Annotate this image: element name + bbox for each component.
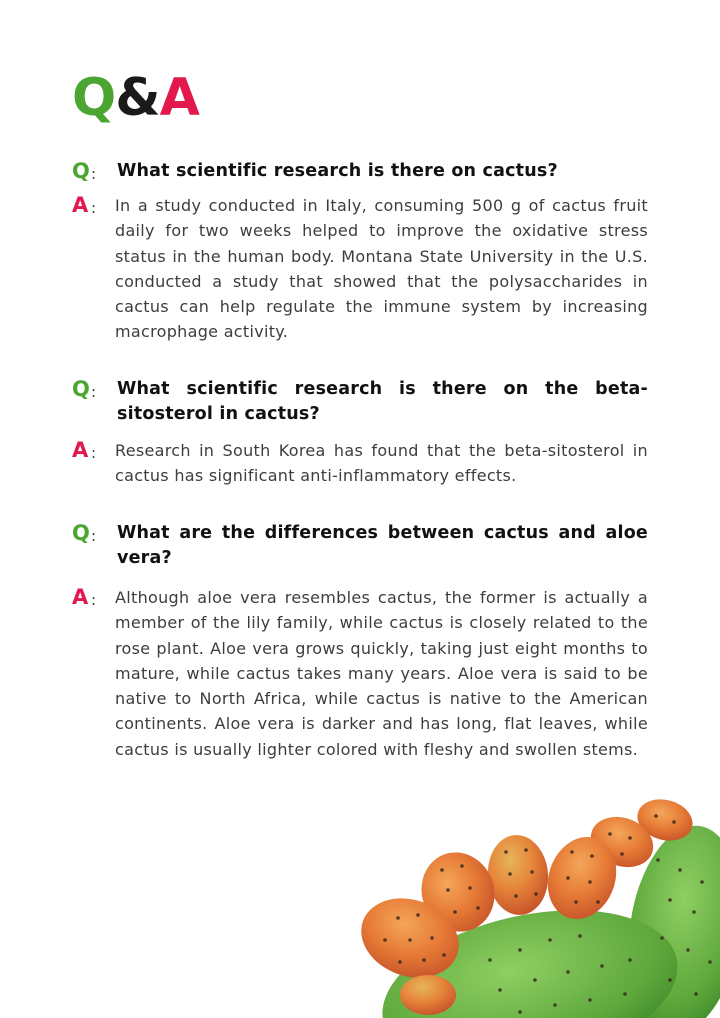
answer-marker: A (72, 438, 89, 462)
question-marker: Q (72, 521, 90, 545)
page-title (72, 68, 199, 128)
answer-text: Research in South Korea has found that the beta-sitosterol in cactus has significant anti-inflammatory effects. (115, 441, 648, 486)
question-text: What scientific research is there on cactus? (117, 161, 558, 181)
colon: : (91, 591, 97, 609)
question-1 (72, 159, 648, 184)
answer-2 (72, 438, 648, 489)
question-text: What are the differences between cactus and aloe vera? (117, 523, 648, 568)
answer-marker: A (72, 193, 89, 217)
answer-text: Although aloe vera resembles cactus, the former is actually a member of the lily family, while cactus is closely related to the rose plant. Aloe vera grows quickly, taking just eight months to mature, while cactus takes many years. Aloe vera is said to be native to North Africa, while cactus is native to the American continents. Aloe vera is darker and has long, flat leaves, while cactus is usually lighter colored with fleshy and swollen stems. (115, 588, 648, 759)
title-q: Q (72, 68, 116, 128)
colon: : (91, 444, 97, 462)
question-2 (72, 377, 648, 427)
question-marker: Q (72, 159, 90, 183)
question-3 (72, 521, 648, 571)
colon: : (91, 383, 97, 401)
cactus-fruit (485, 833, 552, 918)
title-ampersand: & (115, 68, 160, 128)
question-text: What scientific research is there on the beta-sitosterol in cactus? (117, 379, 648, 424)
question-marker: Q (72, 377, 90, 401)
answer-text: In a study conducted in Italy, consuming 500 g of cactus fruit daily for two weeks helped to improve the oxidative stress status in the human body. Montana State University in the U.S. conducted a study that showed that the polysaccharides in cactus can help regulate the immune system by increasing macrophage activity. (115, 196, 648, 342)
answer-marker: A (72, 585, 89, 609)
colon: : (91, 165, 97, 183)
answer-3 (72, 585, 648, 762)
answer-1 (72, 193, 648, 345)
colon: : (91, 527, 97, 545)
title-a: A (159, 68, 199, 128)
cactus-fruit (400, 975, 456, 1015)
colon: : (91, 199, 97, 217)
cactus-illustration (340, 790, 720, 1018)
